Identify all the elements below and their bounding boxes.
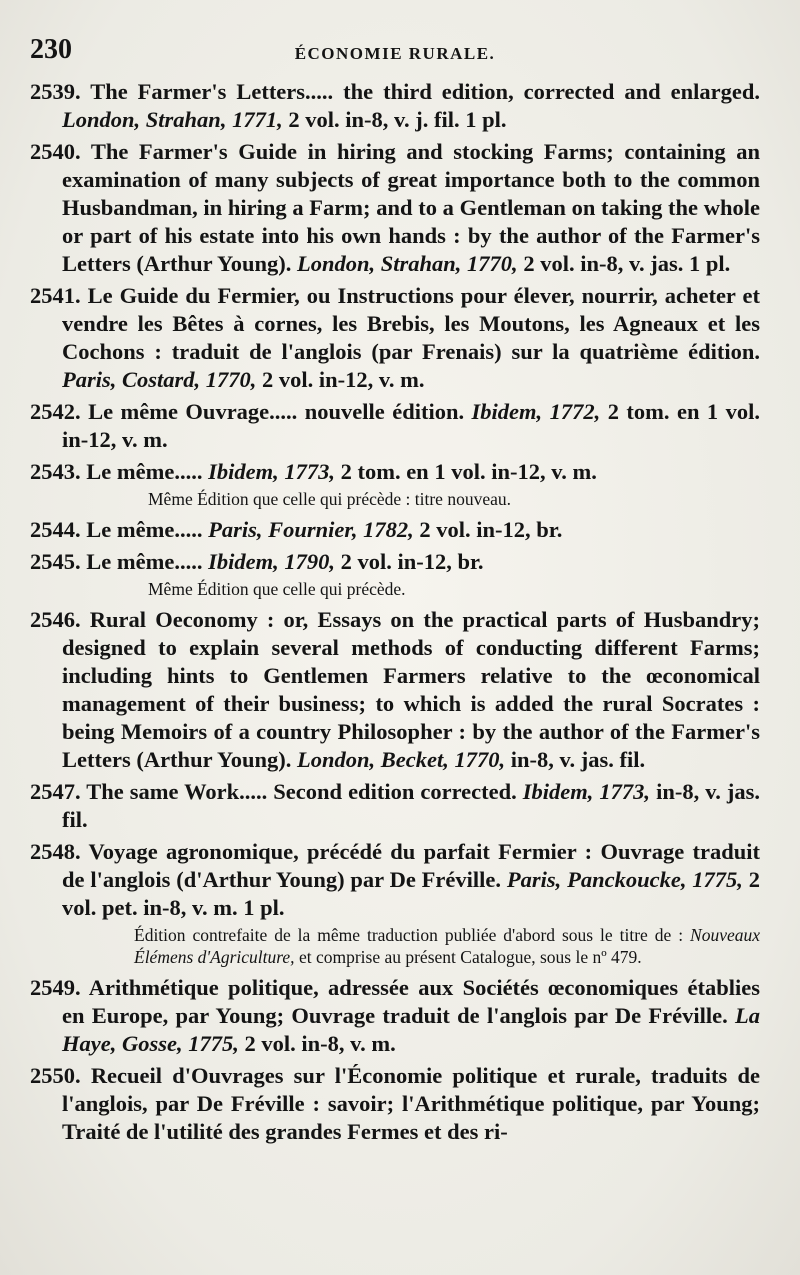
- entry-number: 2549.: [30, 975, 81, 1000]
- entry-title: Le même.....: [86, 517, 203, 542]
- entry-imprint: La Haye, Gosse, 1775,: [62, 1003, 760, 1056]
- entry-title: Recueil d'Ouvrages sur l'Économie politique et rurale, traduits de l'anglois, par De Fréville : savoir; l'Arithmétique politique, par Young; Traité de l'utilité des grandes Fermes et des ri-: [62, 1063, 760, 1144]
- note-text: Édition contrefaite de la même traduction publiée d'abord sous le titre de :: [134, 925, 684, 945]
- entry-number: 2550.: [30, 1063, 81, 1088]
- entry-number: 2546.: [30, 607, 81, 632]
- note-cited-title: Nouveaux Élémens d'Agriculture,: [134, 925, 761, 967]
- catalogue-entry: [30, 78, 760, 134]
- entry-format: 2 vol. in-8, v. j. fil. 1 pl.: [288, 107, 507, 132]
- entry-imprint: Ibidem, 1773,: [208, 459, 335, 484]
- entry-imprint: London, Becket, 1770,: [296, 747, 506, 772]
- entry-format: 2 vol. in-12, br.: [340, 549, 484, 574]
- entry-title: Le même.....: [86, 459, 203, 484]
- entry-note: Même Édition que celle qui précède : titre nouveau.: [148, 489, 511, 509]
- entry-imprint: Ibidem, 1773,: [522, 779, 651, 804]
- catalogue-entry: [30, 516, 760, 544]
- entry-title: Le même Ouvrage..... nouvelle édition.: [88, 399, 465, 424]
- entry-imprint: Paris, Costard, 1770,: [62, 367, 257, 392]
- entry-imprint: Ibidem, 1790,: [208, 549, 335, 574]
- entry-title: The Farmer's Guide in hiring and stocking Farms; containing an examination of many subjects of great importance both to the common Husbandman, in hiring a Farm; and to a Gentleman on taking the whole or part of his estate into his own hands : by the author of the Farmer's Letters (Arthur Young).: [62, 139, 761, 276]
- entry-title: Voyage agronomique, précédé du parfait Fermier : Ouvrage traduit de l'anglois (d'Arthur Young) par De Fréville.: [62, 839, 760, 892]
- entry-number: 2540.: [30, 139, 81, 164]
- catalogue-entry: [30, 138, 760, 278]
- catalogue-entry: [30, 548, 760, 576]
- entry-number: 2548.: [30, 839, 81, 864]
- entry-format: 2 tom. en 1 vol. in-12, v. m.: [340, 459, 597, 484]
- entry-title: Rural Oeconomy : or, Essays on the practical parts of Husbandry; designed to explain several methods of conducting different Farms; including hints to Gentlemen Farmers relative to the œconomical management of their business; to which is added the rural Socrates : being Memoirs of a country Philosopher : by the author of the Farmer's Letters (Arthur Young).: [62, 607, 760, 772]
- entry-format: 2 vol. in-12, br.: [419, 517, 563, 542]
- entry-format: 2 tom. en 1 vol. in-12, v. m.: [62, 399, 760, 452]
- entry-title: The Farmer's Letters..... the third edition, corrected and enlarged.: [90, 79, 760, 104]
- page-number: 230: [30, 34, 72, 65]
- entry-number: 2544.: [30, 517, 81, 542]
- entry-format: 2 vol. in-8, v. jas. 1 pl.: [523, 251, 731, 276]
- entry-number: 2543.: [30, 459, 81, 484]
- entry-title: The same Work..... Second edition corrected.: [86, 779, 517, 804]
- entry-title: Le Guide du Fermier, ou Instructions pour élever, nourrir, acheter et vendre les Bêtes à cornes, les Brebis, les Moutons, les Agneaux et les Cochons : traduit de l'anglois (par Frenais) sur la quatrième édition.: [62, 283, 761, 364]
- entry-format: in-8, v. jas. fil.: [510, 747, 646, 772]
- entry-number: 2545.: [30, 549, 81, 574]
- entry-number: 2547.: [30, 779, 81, 804]
- entry-title: Le même.....: [86, 549, 203, 574]
- entry-title: Arithmétique politique, adressée aux Sociétés œconomiques établies en Europe, par Young; Ouvrage traduit de l'anglois par De Fréville.: [62, 975, 760, 1028]
- entry-imprint: London, Strahan, 1770,: [296, 251, 518, 276]
- entry-number: 2539.: [30, 79, 81, 104]
- entry-format: 2 vol. in-8, v. m.: [244, 1031, 396, 1056]
- catalogue-entry: [30, 458, 760, 486]
- entry-format: 2 vol. pet. in-8, v. m. 1 pl.: [62, 867, 760, 920]
- entry-number: 2542.: [30, 399, 81, 424]
- entry-imprint: Paris, Fournier, 1782,: [208, 517, 414, 542]
- entry-format: in-8, v. jas. fil.: [62, 779, 761, 832]
- entry-imprint: Ibidem, 1772,: [471, 399, 601, 424]
- catalogue-entry: [30, 838, 760, 922]
- entry-note: Même Édition que celle qui précède.: [148, 579, 406, 599]
- catalogue-entry: [30, 778, 760, 834]
- entry-note: [30, 924, 760, 968]
- catalogue-entry: [30, 398, 760, 454]
- page-header: [30, 34, 760, 70]
- entry-imprint: Paris, Panckoucke, 1775,: [506, 867, 743, 892]
- note-text: et comprise au présent Catalogue, sous le nº 479.: [298, 947, 642, 967]
- entry-format: 2 vol. in-12, v. m.: [262, 367, 425, 392]
- catalogue-entry: [30, 974, 760, 1058]
- catalogue-entry: [30, 606, 760, 774]
- catalogue-entry: [30, 1062, 760, 1146]
- entry-imprint: London, Strahan, 1771,: [62, 107, 283, 132]
- entry-number: 2541.: [30, 283, 81, 308]
- running-title: ÉCONOMIE RURALE.: [294, 44, 496, 63]
- catalogue-entry: [30, 282, 760, 394]
